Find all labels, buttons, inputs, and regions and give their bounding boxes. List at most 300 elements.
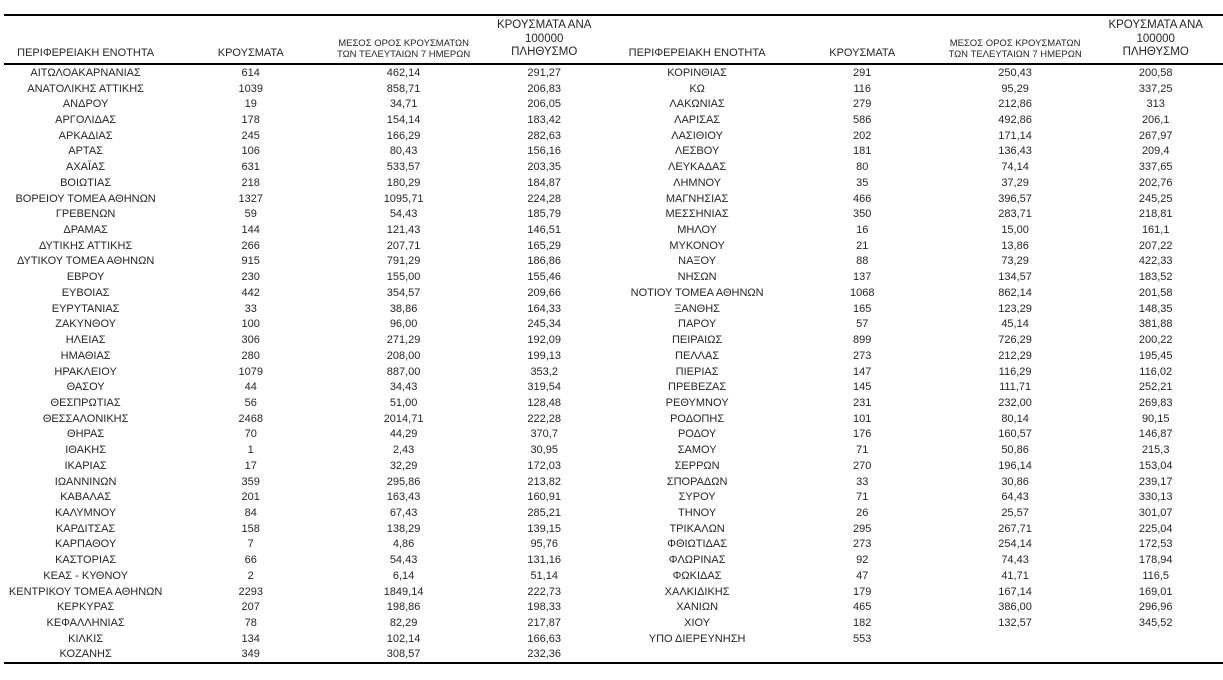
- table-cell: 34,43: [389, 381, 418, 394]
- table-cell: 279: [853, 98, 872, 111]
- table-row: [612, 521, 1223, 537]
- table-row: [612, 379, 1223, 395]
- table-cell: 726,29: [998, 334, 1032, 347]
- table-row: [0, 112, 612, 128]
- table-cell: 273: [853, 538, 872, 551]
- table-cell: 172,53: [1138, 538, 1173, 551]
- table-cell: ΧΑΛΚΙΔΙΚΗΣ: [664, 585, 730, 598]
- table-cell: ΙΚΑΡΙΑΣ: [64, 459, 107, 472]
- table-cell: 92: [856, 554, 869, 567]
- table-cell: 66: [244, 554, 257, 567]
- table-cell: 138,29: [386, 522, 421, 535]
- table-row: [0, 584, 612, 600]
- table-cell: 26: [856, 506, 869, 519]
- table-cell: ΛΑΚΩΝΙΑΣ: [669, 98, 725, 111]
- table-cell: ΠΑΡΟΥ: [678, 318, 717, 331]
- table-cell: ΑΙΤΩΛΟΑΚΑΡΝΑΝΙΑΣ: [30, 66, 141, 79]
- table-cell: 17: [244, 459, 257, 472]
- column-header-per100k-line1: ΚΡΟΥΣΜΑΤΑ ΑΝΑ 100000: [496, 19, 592, 45]
- table-cell: ΒΟΡΕΙΟΥ ΤΟΜΕΑ ΑΘΗΝΩΝ: [15, 192, 156, 205]
- table-cell: ΕΒΡΟΥ: [66, 271, 105, 284]
- table-cell: 166,63: [527, 632, 562, 645]
- table-cell: ΦΘΙΩΤΙΔΑΣ: [667, 538, 728, 551]
- table-cell: 386,00: [998, 601, 1032, 614]
- table-cell: 1079: [238, 365, 263, 378]
- table-cell: 178: [241, 114, 260, 127]
- top-rule: [4, 14, 1223, 16]
- table-cell: 207,22: [1138, 239, 1173, 252]
- table-cell: 209,4: [1141, 145, 1170, 158]
- table-row: [612, 254, 1223, 270]
- table-cell: 1327: [238, 192, 263, 205]
- table-cell: 270: [853, 459, 872, 472]
- table-cell: 128,48: [527, 396, 562, 409]
- table-cell: 215,3: [1141, 444, 1170, 457]
- table-row: [612, 96, 1223, 112]
- table-cell: ΚΟΡΙΝΘΙΑΣ: [667, 66, 727, 79]
- table-cell: 44: [244, 381, 257, 394]
- table-cell: 887,00: [386, 365, 421, 378]
- table-cell: 791,29: [386, 255, 421, 268]
- table-cell: 422,33: [1138, 255, 1173, 268]
- table-cell: 291: [853, 66, 872, 79]
- table-cell: 147: [853, 365, 872, 378]
- table-cell: 2293: [238, 585, 263, 598]
- table-cell: 1: [247, 444, 254, 457]
- table-cell: 82,29: [389, 617, 418, 630]
- table-cell: 201: [241, 491, 260, 504]
- table-cell: ΚΕΑΣ - ΚΥΘΝΟΥ: [43, 569, 128, 582]
- table-cell: 166,29: [386, 129, 421, 142]
- table-cell: 71: [856, 444, 869, 457]
- table-cell: 154,14: [386, 114, 421, 127]
- table-cell: 2014,71: [383, 412, 424, 425]
- table-cell: 158: [241, 522, 260, 535]
- table-cell: 44,29: [389, 428, 418, 441]
- table-cell: 533,57: [386, 161, 421, 174]
- table-cell: ΘΑΣΟΥ: [66, 381, 105, 394]
- table-row: [612, 206, 1223, 222]
- table-row: [0, 348, 612, 364]
- table-cell: 30,95: [530, 444, 558, 457]
- table-cell: 33: [856, 475, 869, 488]
- table-cell: 209,66: [527, 286, 562, 299]
- table-cell: 330,13: [1138, 491, 1173, 504]
- table-cell: 137: [853, 271, 872, 284]
- table-cell: 350: [853, 208, 872, 221]
- table-cell: 337,25: [1138, 82, 1173, 95]
- table-cell: 155,46: [527, 271, 562, 284]
- table-cell: 74,14: [1001, 161, 1029, 174]
- table-row: [612, 348, 1223, 364]
- table-cell: 51,14: [530, 569, 558, 582]
- table-cell: 21: [856, 239, 869, 252]
- table-cell: 1095,71: [383, 192, 424, 205]
- table-cell: ΦΛΩΡΙΝΑΣ: [668, 554, 726, 567]
- table-row: [0, 65, 612, 81]
- left-table-header: [0, 19, 612, 62]
- table-cell: ΚΑΣΤΟΡΙΑΣ: [55, 554, 117, 567]
- table-cell: 160,57: [998, 428, 1032, 441]
- table-cell: 78: [244, 617, 257, 630]
- table-cell: 212,29: [998, 349, 1032, 362]
- column-header-cases: [171, 28, 330, 62]
- table-cell: 225,04: [1138, 522, 1173, 535]
- table-cell: 35: [856, 176, 869, 189]
- table-cell: 614: [241, 66, 260, 79]
- table-cell: 198,33: [527, 601, 562, 614]
- bottom-rule: [4, 662, 1223, 664]
- table-cell: 308,57: [386, 648, 421, 661]
- table-cell: 206,05: [527, 98, 562, 111]
- table-cell: ΚΟΖΑΝΗΣ: [59, 648, 112, 661]
- table-cell: 222,28: [527, 412, 562, 425]
- table-cell: 139,15: [527, 522, 562, 535]
- table-cell: ΚΑΡΠΑΘΟΥ: [55, 538, 117, 551]
- table-row: [0, 521, 612, 537]
- table-cell: ΚΕΝΤΡΙΚΟΥ ΤΟΜΕΑ ΑΘΗΝΩΝ: [8, 585, 163, 598]
- table-cell: 80: [856, 161, 869, 174]
- table-cell: 123,29: [998, 302, 1032, 315]
- table-cell: 319,54: [527, 381, 562, 394]
- table-cell: 30,86: [1001, 475, 1029, 488]
- table-cell: 207: [241, 601, 260, 614]
- table-row: [612, 81, 1223, 97]
- table-row: [612, 159, 1223, 175]
- table-cell: 269,83: [1138, 396, 1173, 409]
- table-cell: 121,43: [386, 224, 421, 237]
- right-table-header: [612, 19, 1223, 62]
- table-cell: 116,02: [1139, 365, 1173, 378]
- table-body: [0, 65, 1223, 663]
- table-cell: 199,13: [527, 349, 562, 362]
- table-cell: 13,86: [1001, 239, 1029, 252]
- table-cell: 167,14: [998, 585, 1032, 598]
- table-row: [0, 647, 612, 663]
- column-header-region: [612, 28, 783, 62]
- table-row: [0, 206, 612, 222]
- table-cell: 95,76: [530, 538, 558, 551]
- table-cell: ΧΑΝΙΩΝ: [676, 601, 719, 614]
- table-cell: 282,63: [527, 129, 562, 142]
- table-row: [0, 96, 612, 112]
- table-cell: 245,34: [527, 318, 562, 331]
- table-row: [612, 175, 1223, 191]
- table-cell: 185,79: [527, 208, 562, 221]
- table-cell: 213,82: [527, 475, 562, 488]
- table-cell: ΑΝΔΡΟΥ: [62, 98, 109, 111]
- table-cell: ΓΡΕΒΕΝΩΝ: [55, 208, 116, 221]
- right-table-body: [612, 65, 1223, 663]
- table-cell: 245: [241, 129, 260, 142]
- table-cell: 102,14: [386, 632, 421, 645]
- table-cell: ΗΜΑΘΙΑΣ: [60, 349, 111, 362]
- table-cell: 245,25: [1138, 192, 1173, 205]
- table-cell: 161,1: [1141, 224, 1170, 237]
- table-cell: ΘΕΣΣΑΛΟΝΙΚΗΣ: [42, 412, 129, 425]
- table-cell: ΣΕΡΡΩΝ: [674, 459, 720, 472]
- column-header-per100k-line2: ΠΛΗΘΥΣΜΟ: [511, 46, 578, 59]
- table-row: [612, 631, 1223, 647]
- table-cell: 232,00: [998, 396, 1032, 409]
- table-cell: 231: [853, 396, 872, 409]
- table-row: [612, 238, 1223, 254]
- table-cell: ΛΕΣΒΟΥ: [674, 145, 720, 158]
- table-cell: 267,97: [1138, 129, 1173, 142]
- table-cell: 208,00: [386, 349, 421, 362]
- table-cell: 51,00: [389, 396, 418, 409]
- column-header-avg7-line1: ΜΕΣΟΣ ΟΡΟΣ ΚΡΟΥΣΜΑΤΩΝ: [338, 37, 469, 49]
- table-cell: 858,71: [386, 82, 421, 95]
- table-cell: 153,04: [1138, 459, 1173, 472]
- table-cell: ΚΑΡΔΙΤΣΑΣ: [55, 522, 116, 535]
- table-cell: ΛΑΣΙΘΙΟΥ: [671, 129, 723, 142]
- table-row: [0, 254, 612, 270]
- table-row: [612, 615, 1223, 631]
- table-cell: 111,71: [999, 381, 1032, 394]
- column-header-region-label: ΠΕΡΙΦΕΡΕΙΑΚΗ ΕΝΟΤΗΤΑ: [17, 47, 155, 60]
- table-cell: 239,17: [1138, 475, 1173, 488]
- table-row: [0, 159, 612, 175]
- table-cell: 353,2: [530, 365, 558, 378]
- table-cell: 283,71: [998, 208, 1032, 221]
- table-cell: 38,86: [389, 302, 418, 315]
- table-cell: ΑΝΑΤΟΛΙΚΗΣ ΑΤΤΙΚΗΣ: [27, 82, 144, 95]
- table-cell: 291,27: [527, 66, 562, 79]
- table-row: [0, 269, 612, 285]
- table-cell: 212,86: [998, 98, 1032, 111]
- table-cell: 71: [856, 491, 869, 504]
- table-cell: 200,58: [1138, 66, 1173, 79]
- column-header-avg7-line1: ΜΕΣΟΣ ΟΡΟΣ ΚΡΟΥΣΜΑΤΩΝ: [949, 37, 1081, 49]
- table-row: [612, 112, 1223, 128]
- table-cell: 116: [853, 82, 871, 95]
- table-cell: 273: [853, 349, 872, 362]
- table-cell: 442: [241, 286, 260, 299]
- column-header-region-label: ΠΕΡΙΦΕΡΕΙΑΚΗ ΕΝΟΤΗΤΑ: [628, 47, 766, 60]
- table-cell: 131,16: [527, 554, 562, 567]
- column-header-avg7: [330, 28, 477, 62]
- table-cell: 182: [853, 617, 872, 630]
- table-cell: 67,43: [389, 506, 418, 519]
- table-cell: 7: [247, 538, 254, 551]
- table-cell: 296,96: [1138, 601, 1173, 614]
- table-cell: ΛΗΜΝΟΥ: [673, 176, 722, 189]
- table-row: [612, 537, 1223, 553]
- column-header-per100k: [1088, 19, 1223, 62]
- table-cell: ΙΩΑΝΝΙΝΩΝ: [54, 475, 117, 488]
- table-cell: 198,86: [386, 601, 421, 614]
- table-cell: ΡΟΔΟΥ: [677, 428, 717, 441]
- table-cell: 184,87: [527, 176, 562, 189]
- table-row: [612, 411, 1223, 427]
- table-cell: 1068: [849, 286, 875, 299]
- table-cell: 32,29: [389, 459, 418, 472]
- table-cell: 206,1: [1141, 114, 1170, 127]
- column-header-per100k: [477, 19, 612, 62]
- table-cell: 90,15: [1141, 412, 1170, 425]
- table-cell: 192,09: [527, 334, 562, 347]
- table-cell: 218,81: [1138, 208, 1173, 221]
- table-cell: 203,35: [527, 161, 562, 174]
- table-row: [612, 427, 1223, 443]
- table-cell: ΠΕΛΛΑΣ: [675, 349, 720, 362]
- table-cell: ΚΑΒΑΛΑΣ: [60, 491, 112, 504]
- table-cell: 285,21: [527, 506, 562, 519]
- table-cell: ΜΑΓΝΗΣΙΑΣ: [665, 192, 729, 205]
- table-cell: ΘΗΡΑΣ: [67, 428, 105, 441]
- table-row: [612, 458, 1223, 474]
- table-cell: 271,29: [386, 334, 421, 347]
- table-cell: ΗΛΕΙΑΣ: [65, 334, 106, 347]
- table-cell: 359: [241, 475, 260, 488]
- table-cell: ΑΡΓΟΛΙΔΑΣ: [55, 114, 117, 127]
- table-cell: 915: [241, 255, 260, 268]
- table-cell: 74,43: [1001, 554, 1029, 567]
- table-cell: 254,14: [998, 538, 1032, 551]
- table-cell: 73,29: [1001, 255, 1029, 268]
- table-cell: ΑΧΑΪΑΣ: [66, 161, 106, 174]
- table-cell: 306: [241, 334, 260, 347]
- table-row: [0, 128, 612, 144]
- table-cell: 41,71: [1001, 569, 1029, 582]
- table-cell: 217,87: [527, 617, 562, 630]
- column-header-avg7-line2: ΤΩΝ ΤΕΛΕΥΤΑΙΩΝ 7 ΗΜΕΡΩΝ: [336, 48, 471, 60]
- table-cell: 19: [244, 98, 257, 111]
- table-cell: 186,86: [527, 255, 562, 268]
- table-cell: 222,73: [527, 585, 562, 598]
- table-cell: ΝΗΣΩΝ: [677, 271, 717, 284]
- table-cell: 100: [241, 318, 260, 331]
- table-row: [0, 537, 612, 553]
- table-cell: 163,43: [386, 491, 421, 504]
- table-cell: ΜΗΛΟΥ: [677, 224, 717, 237]
- table-cell: 345,52: [1138, 617, 1173, 630]
- table-cell: 2468: [238, 412, 263, 425]
- table-cell: ΤΡΙΚΑΛΩΝ: [669, 522, 725, 535]
- table-cell: ΣΑΜΟΥ: [677, 444, 717, 457]
- table-cell: ΠΡΕΒΕΖΑΣ: [668, 381, 727, 394]
- table-row: [0, 505, 612, 521]
- table-row: [612, 285, 1223, 301]
- table-cell: 164,33: [527, 302, 562, 315]
- table-row: [0, 317, 612, 333]
- table-cell: 84: [244, 506, 257, 519]
- table-cell: 2,43: [392, 444, 415, 457]
- table-cell: 349: [241, 648, 260, 661]
- table-cell: 201,58: [1138, 286, 1173, 299]
- column-header-cases: [783, 28, 942, 62]
- table-cell: 183,52: [1138, 271, 1173, 284]
- table-cell: 169,01: [1138, 585, 1173, 598]
- table-row: [0, 301, 612, 317]
- table-cell: 232,36: [527, 648, 562, 661]
- table-cell: ΜΕΣΣΗΝΙΑΣ: [665, 208, 729, 221]
- table-cell: 492,86: [998, 114, 1032, 127]
- table-cell: 34,71: [389, 98, 418, 111]
- table-cell: ΠΙΕΡΙΑΣ: [675, 365, 719, 378]
- table-cell: 183,42: [527, 114, 562, 127]
- table-cell: 179: [853, 585, 872, 598]
- table-cell: 462,14: [386, 66, 421, 79]
- table-cell: 45,14: [1001, 318, 1029, 331]
- table-row: [612, 584, 1223, 600]
- table-cell: 301,07: [1138, 506, 1173, 519]
- table-row: [612, 317, 1223, 333]
- table-cell: 313: [1146, 98, 1165, 111]
- table-cell: 146,51: [527, 224, 562, 237]
- table-cell: 4,86: [392, 538, 415, 551]
- table-cell: 101: [853, 412, 872, 425]
- column-header-cases-label: ΚΡΟΥΣΜΑΤΑ: [217, 47, 284, 60]
- table-cell: 230: [241, 271, 260, 284]
- table-cell: 250,43: [998, 66, 1032, 79]
- table-cell: 59: [244, 208, 257, 221]
- table-cell: 6,14: [392, 569, 415, 582]
- table-row: [612, 332, 1223, 348]
- table-row: [612, 442, 1223, 458]
- table-cell: ΚΕΦΑΛΛΗΝΙΑΣ: [46, 617, 125, 630]
- table-cell: ΛΑΡΙΣΑΣ: [674, 114, 721, 127]
- table-cell: 171,14: [998, 129, 1032, 142]
- column-header-cases-label: ΚΡΟΥΣΜΑΤΑ: [829, 47, 896, 60]
- table-cell: 1039: [238, 82, 263, 95]
- table-row: [612, 505, 1223, 521]
- table-row: [0, 615, 612, 631]
- table-cell: ΔΡΑΜΑΣ: [63, 224, 108, 237]
- table-row: [0, 568, 612, 584]
- table-cell: 106: [241, 145, 260, 158]
- table-row: [0, 395, 612, 411]
- table-row: [612, 568, 1223, 584]
- table-cell: ΕΥΡΥΤΑΝΙΑΣ: [51, 302, 120, 315]
- table-cell: ΑΡΤΑΣ: [68, 145, 103, 158]
- table-cell: 295,86: [386, 475, 421, 488]
- table-row: [0, 222, 612, 238]
- table-cell: 33: [244, 302, 257, 315]
- table-row: [0, 458, 612, 474]
- table-row: [0, 411, 612, 427]
- table-cell: 200,22: [1138, 334, 1173, 347]
- table-cell: 15,00: [1001, 224, 1029, 237]
- table-cell: 50,86: [1001, 444, 1029, 457]
- table-cell: ΧΙΟΥ: [684, 617, 711, 630]
- table-row: [0, 175, 612, 191]
- table-cell: ΠΕΙΡΑΙΩΣ: [671, 334, 723, 347]
- table-cell: 54,43: [389, 554, 418, 567]
- table-cell: 57: [856, 318, 869, 331]
- table-cell: 370,7: [530, 428, 558, 441]
- table-cell: 88: [856, 255, 869, 268]
- left-table-body: [0, 65, 612, 663]
- table-row: [0, 364, 612, 380]
- table-cell: 47: [856, 569, 869, 582]
- table-cell: 295: [853, 522, 872, 535]
- table-cell: ΕΥΒΟΙΑΣ: [61, 286, 110, 299]
- table-cell: 16: [856, 224, 869, 237]
- table-cell: ΦΩΚΙΔΑΣ: [672, 569, 722, 582]
- table-cell: 70: [244, 428, 257, 441]
- table-row: [612, 599, 1223, 615]
- table-row: [0, 427, 612, 443]
- table-cell: 56: [244, 396, 257, 409]
- table-cell: ΚΩ: [689, 82, 705, 95]
- table-cell: ΙΘΑΚΗΣ: [65, 444, 107, 457]
- table-cell: 354,57: [386, 286, 421, 299]
- table-row: [0, 379, 612, 395]
- table-cell: 337,65: [1138, 161, 1173, 174]
- table-cell: 280: [241, 349, 260, 362]
